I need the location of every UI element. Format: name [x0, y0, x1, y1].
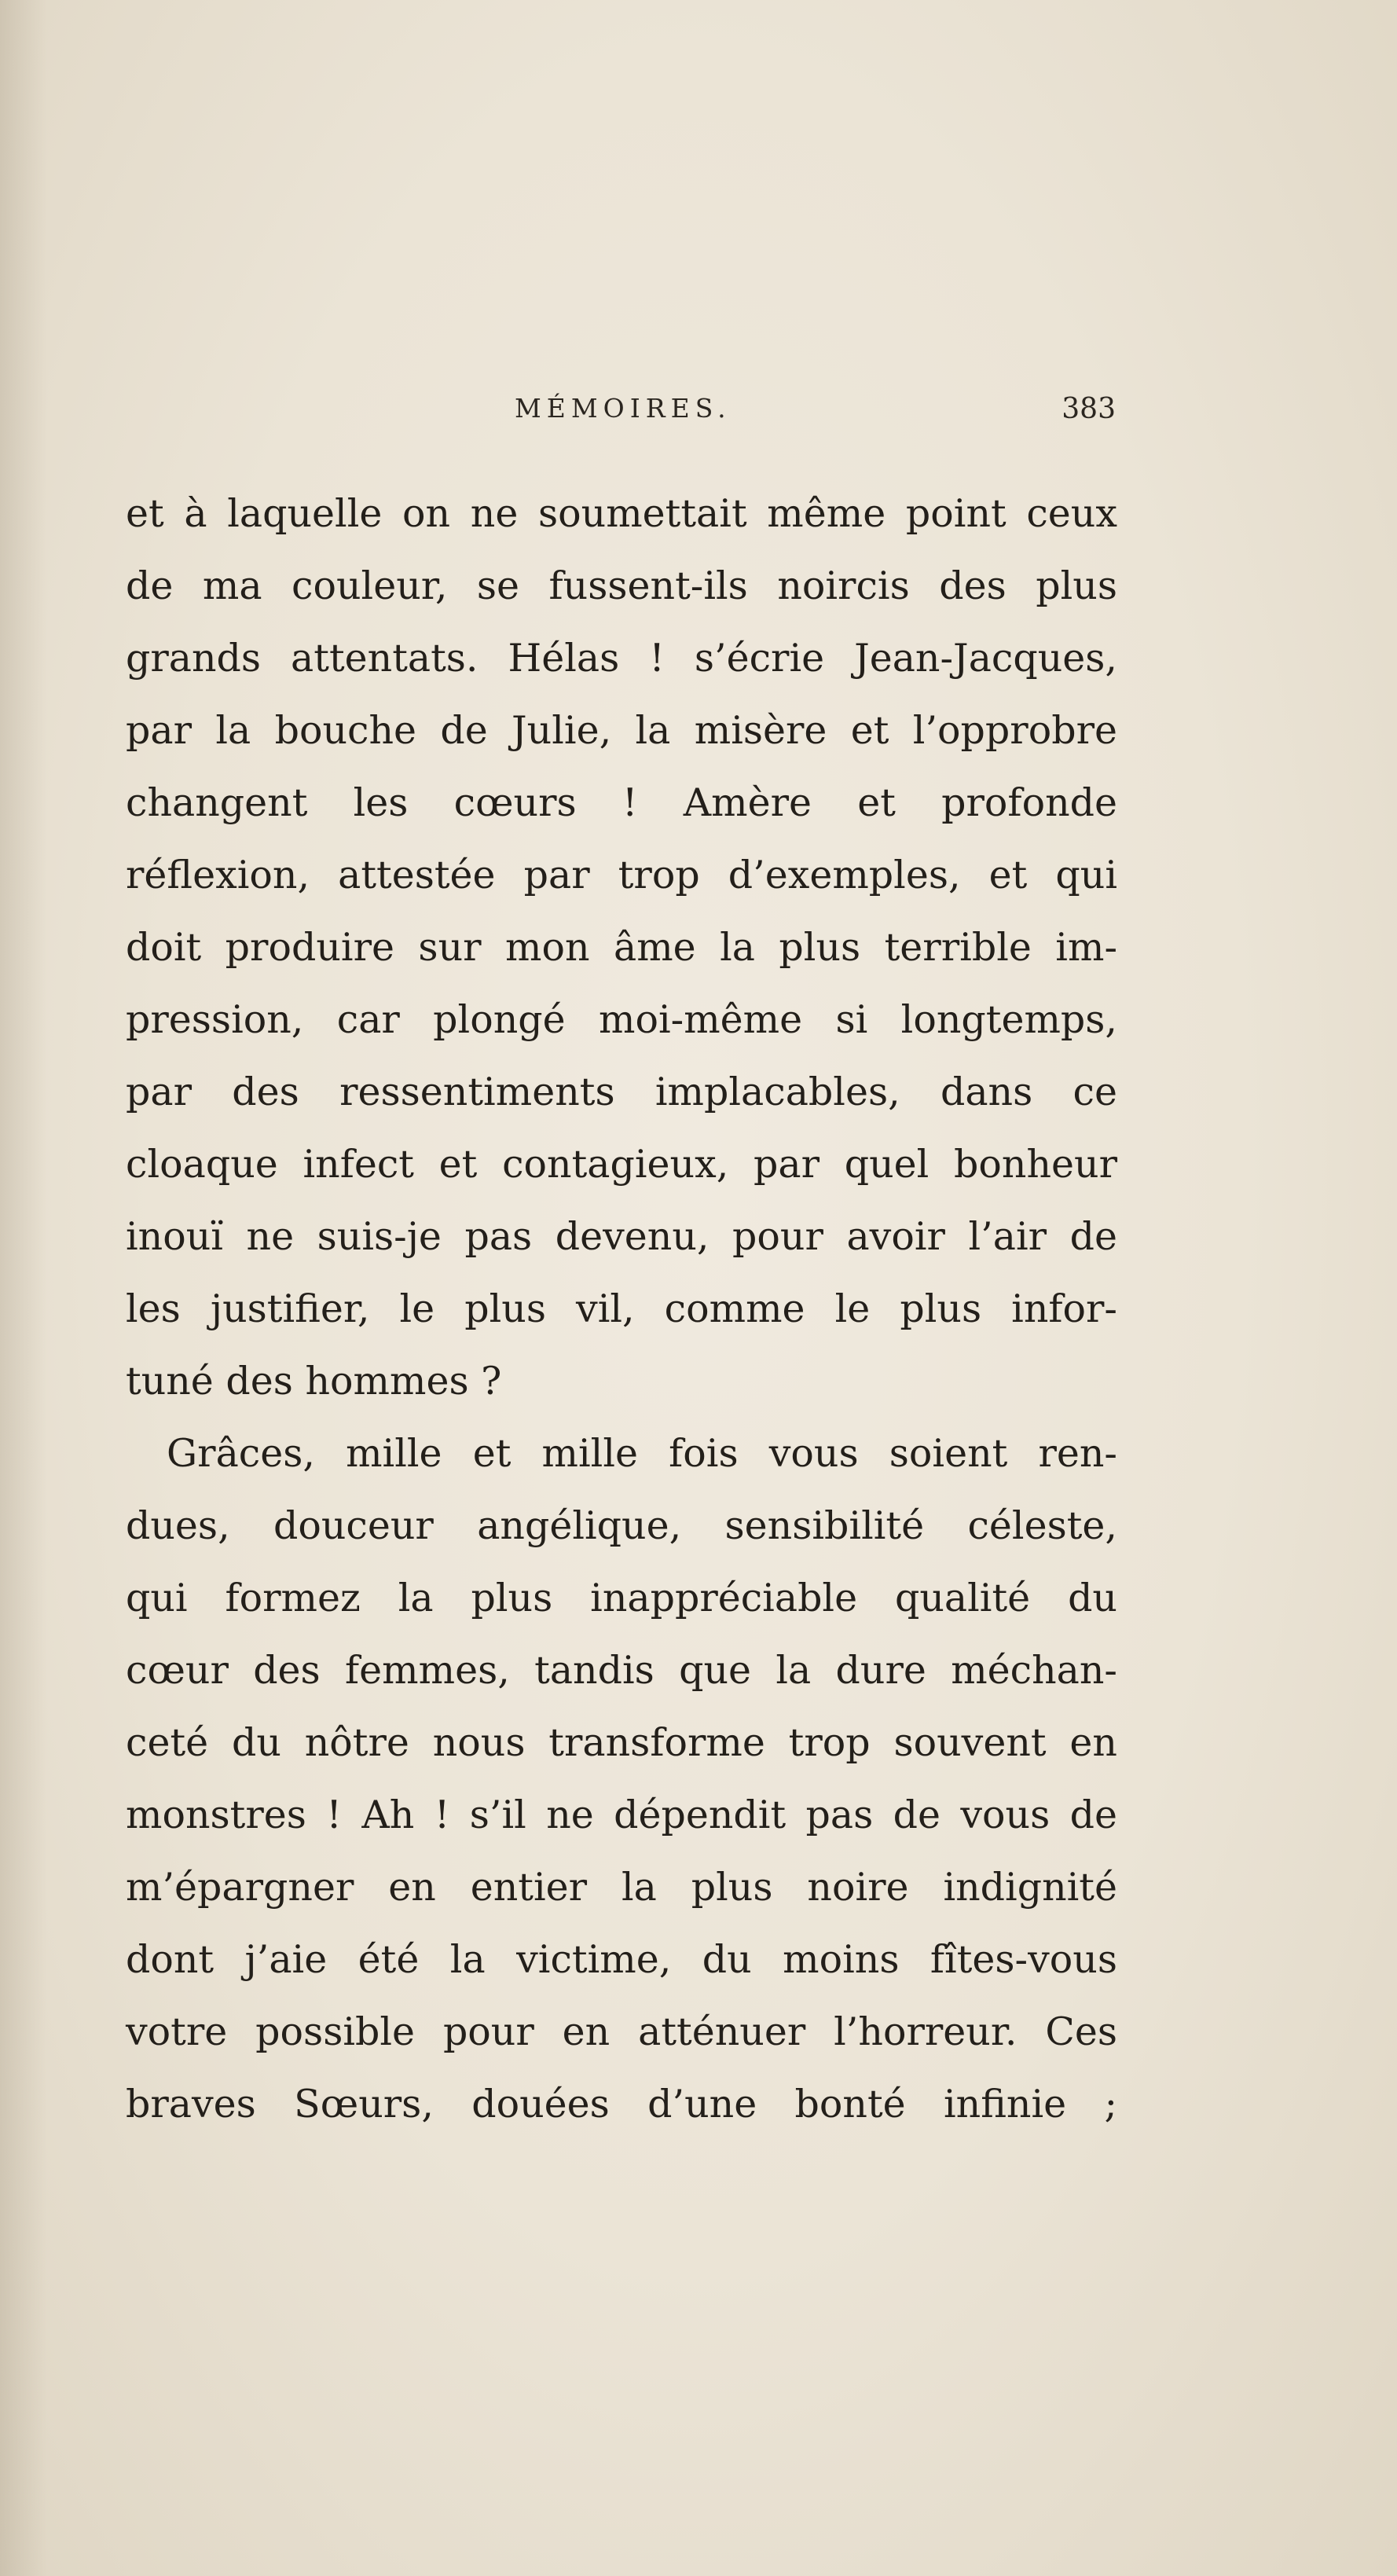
text-line: doit produire sur mon âme la plus terrible im-	[126, 925, 1117, 970]
text-line: et à laquelle on ne soumettait même point ceux	[126, 491, 1117, 536]
text-line: par la bouche de Julie, la misère et l’opprobre	[126, 708, 1117, 753]
text-line: grands attentats. Hélas ! s’écrie Jean-Jacques,	[126, 636, 1117, 681]
text-line: inouï ne suis-je pas devenu, pour avoir l’air de	[126, 1214, 1117, 1259]
text-line: tuné des hommes ?	[126, 1359, 502, 1404]
text-line: par des ressentiments implacables, dans ce	[126, 1070, 1117, 1114]
text-line: cloaque infect et contagieux, par quel bonheur	[126, 1142, 1117, 1187]
text-line: dont j’aie été la victime, du moins fîtes-vous	[126, 1937, 1117, 1982]
text-line: pression, car plongé moi-même si longtemps,	[126, 997, 1117, 1042]
text-line: dues, douceur angélique, sensibilité céleste,	[126, 1503, 1117, 1548]
body-text	[126, 478, 1117, 2141]
text-line: m’épargner en entier la plus noire indignité	[126, 1865, 1117, 1910]
paragraph-1	[126, 478, 1117, 1418]
running-head	[126, 393, 1116, 440]
text-line: de ma couleur, se fussent-ils noircis des plus	[126, 563, 1117, 608]
page-number: 383	[1062, 393, 1116, 425]
text-line: les justifier, le plus vil, comme le plus infor-	[126, 1286, 1117, 1331]
text-line: changent les cœurs ! Amère et profonde	[126, 780, 1117, 825]
spine-shadow	[0, 0, 47, 2576]
text-line: monstres ! Ah ! s’il ne dépendit pas de vous de	[126, 1793, 1117, 1837]
text-line: ceté du nôtre nous transforme trop souvent en	[126, 1720, 1117, 1765]
text-line: Grâces, mille et mille fois vous soient ren-	[167, 1431, 1117, 1476]
text-line: réflexion, attestée par trop d’exemples, et qui	[126, 853, 1117, 897]
text-line: votre possible pour en atténuer l’horreur. Ces	[126, 2009, 1117, 2054]
paragraph-2	[126, 1418, 1117, 2141]
running-title: MÉMOIRES.	[515, 393, 732, 424]
text-line: qui formez la plus inappréciable qualité du	[126, 1576, 1117, 1620]
text-line: braves Sœurs, douées d’une bonté infinie ;	[126, 2082, 1117, 2126]
text-line: cœur des femmes, tandis que la dure méchan-	[126, 1648, 1117, 1693]
